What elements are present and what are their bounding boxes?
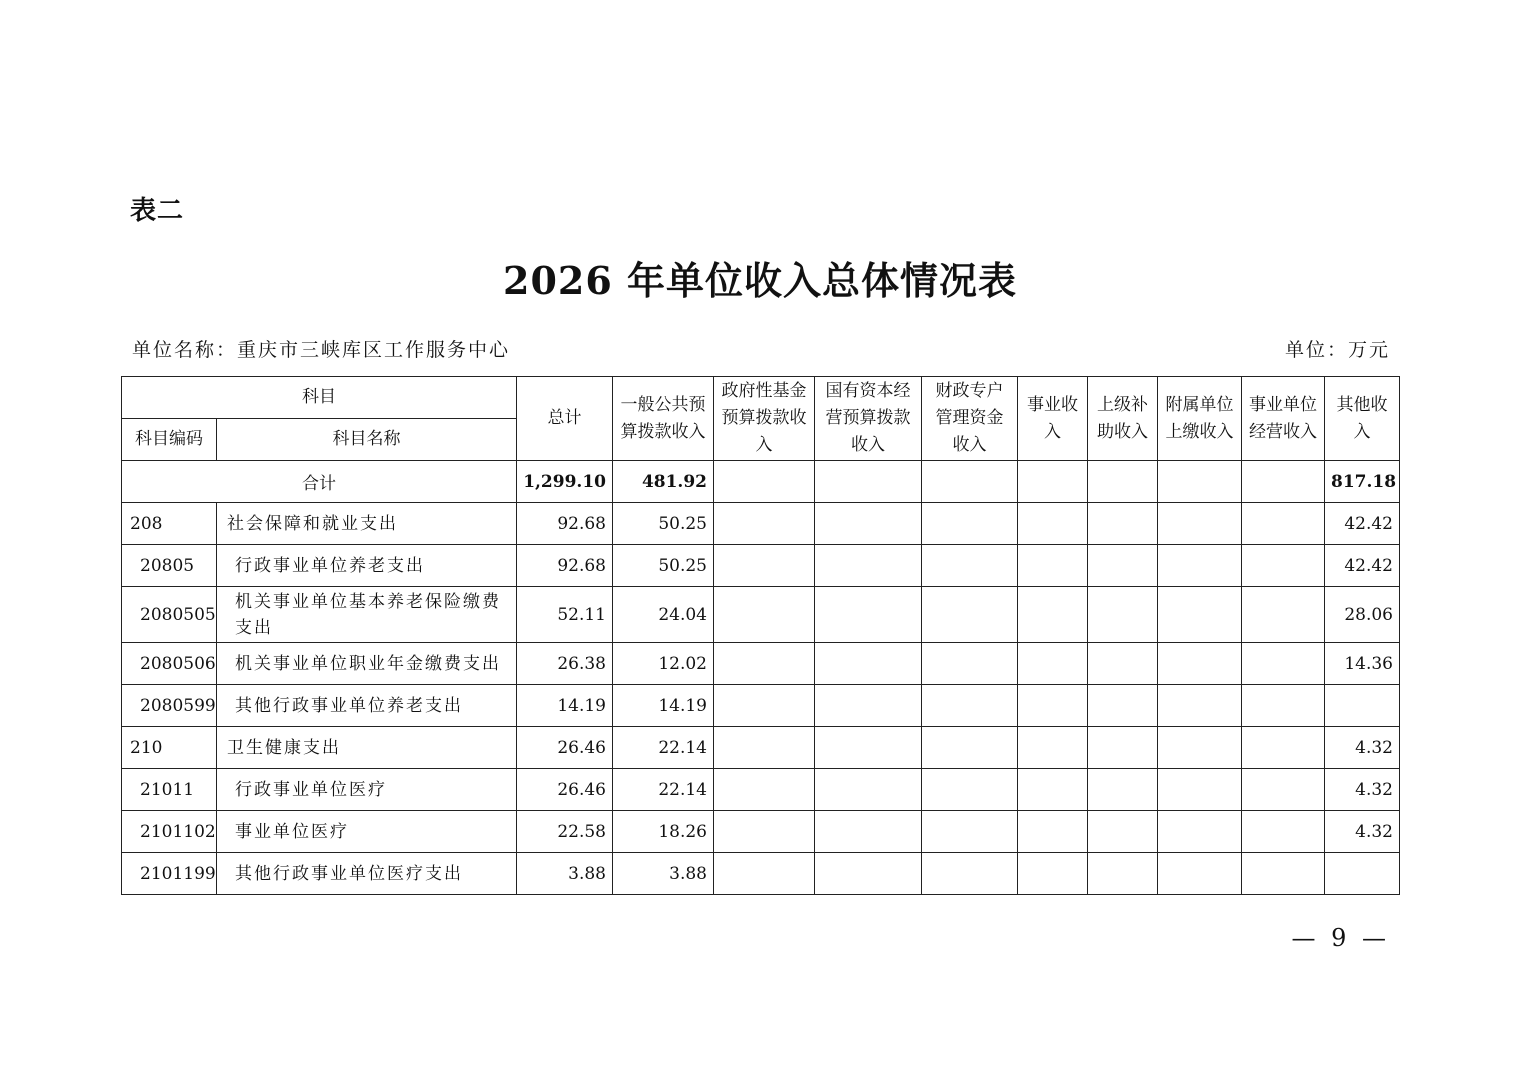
value-cell: 26.46 bbox=[517, 727, 613, 769]
value-cell bbox=[1018, 853, 1088, 895]
subject-code-cell: 208 bbox=[122, 503, 217, 545]
value-cell bbox=[714, 503, 815, 545]
value-cell bbox=[1158, 769, 1242, 811]
header-subject: 科目 bbox=[122, 377, 517, 419]
value-cell bbox=[714, 811, 815, 853]
total-cell: 817.18 bbox=[1325, 461, 1400, 503]
table-label: 表二 bbox=[130, 196, 185, 226]
total-cell: 1,299.10 bbox=[517, 461, 613, 503]
subject-code-cell: 2080506 bbox=[122, 643, 217, 685]
value-cell bbox=[922, 769, 1018, 811]
subject-name-cell: 其他行政事业单位医疗支出 bbox=[217, 853, 517, 895]
table-row bbox=[122, 769, 1400, 811]
header-subject-name: 科目名称 bbox=[217, 419, 517, 461]
value-cell bbox=[714, 769, 815, 811]
value-cell: 42.42 bbox=[1325, 545, 1400, 587]
value-cell bbox=[1158, 503, 1242, 545]
subject-name-cell: 行政事业单位医疗 bbox=[217, 769, 517, 811]
value-cell: 18.26 bbox=[613, 811, 714, 853]
subject-name-cell: 其他行政事业单位养老支出 bbox=[217, 685, 517, 727]
value-cell bbox=[1158, 853, 1242, 895]
value-cell: 22.58 bbox=[517, 811, 613, 853]
value-cell bbox=[1088, 769, 1158, 811]
total-cell bbox=[1018, 461, 1088, 503]
value-cell: 14.19 bbox=[613, 685, 714, 727]
subject-name-cell: 机关事业单位职业年金缴费支出 bbox=[217, 643, 517, 685]
table-row bbox=[122, 727, 1400, 769]
value-cell bbox=[1018, 811, 1088, 853]
value-cell: 4.32 bbox=[1325, 811, 1400, 853]
value-cell bbox=[1158, 587, 1242, 643]
value-cell bbox=[1018, 503, 1088, 545]
value-cell bbox=[815, 853, 922, 895]
value-cell: 26.38 bbox=[517, 643, 613, 685]
table-row bbox=[122, 853, 1400, 895]
value-cell bbox=[1242, 503, 1325, 545]
value-cell bbox=[1018, 587, 1088, 643]
value-cell bbox=[922, 811, 1018, 853]
page-title: 2026 年单位收入总体情况表 bbox=[503, 258, 1017, 303]
subject-name-cell: 机关事业单位基本养老保险缴费支出 bbox=[217, 587, 517, 643]
total-cell bbox=[815, 461, 922, 503]
total-cell: 481.92 bbox=[613, 461, 714, 503]
header-special-account: 财政专户管理资金收入 bbox=[922, 377, 1018, 461]
value-cell: 14.36 bbox=[1325, 643, 1400, 685]
value-cell bbox=[714, 545, 815, 587]
value-cell bbox=[922, 503, 1018, 545]
value-cell bbox=[1158, 545, 1242, 587]
value-cell: 24.04 bbox=[613, 587, 714, 643]
subject-code-cell: 2101199 bbox=[122, 853, 217, 895]
value-cell bbox=[1242, 545, 1325, 587]
subject-code-cell: 21011 bbox=[122, 769, 217, 811]
value-cell bbox=[1088, 643, 1158, 685]
header-state-capital: 国有资本经营预算拨款收入 bbox=[815, 377, 922, 461]
header-affiliated-units: 附属单位上缴收入 bbox=[1158, 377, 1242, 461]
value-cell bbox=[922, 545, 1018, 587]
header-row bbox=[122, 377, 1400, 419]
subject-name-cell: 行政事业单位养老支出 bbox=[217, 545, 517, 587]
value-cell bbox=[1088, 727, 1158, 769]
value-cell: 3.88 bbox=[517, 853, 613, 895]
value-cell bbox=[1018, 545, 1088, 587]
value-cell bbox=[1018, 643, 1088, 685]
value-cell bbox=[714, 727, 815, 769]
total-row bbox=[122, 461, 1400, 503]
header-total: 总计 bbox=[517, 377, 613, 461]
value-cell bbox=[815, 769, 922, 811]
value-cell bbox=[815, 685, 922, 727]
value-cell bbox=[1088, 587, 1158, 643]
table-row bbox=[122, 685, 1400, 727]
value-cell bbox=[1018, 727, 1088, 769]
income-table bbox=[121, 376, 1400, 895]
value-cell bbox=[1242, 685, 1325, 727]
table-row bbox=[122, 503, 1400, 545]
value-cell bbox=[1158, 727, 1242, 769]
unit-label: 单位：万元 bbox=[1284, 339, 1390, 361]
subject-code-cell: 2080599 bbox=[122, 685, 217, 727]
value-cell bbox=[815, 503, 922, 545]
subject-name-cell: 社会保障和就业支出 bbox=[217, 503, 517, 545]
value-cell bbox=[922, 727, 1018, 769]
unit-name: 单位名称：重庆市三峡库区工作服务中心 bbox=[132, 339, 511, 361]
value-cell bbox=[1088, 685, 1158, 727]
value-cell: 42.42 bbox=[1325, 503, 1400, 545]
value-cell bbox=[1325, 685, 1400, 727]
value-cell bbox=[922, 685, 1018, 727]
table-row bbox=[122, 643, 1400, 685]
value-cell: 52.11 bbox=[517, 587, 613, 643]
value-cell bbox=[714, 643, 815, 685]
value-cell: 26.46 bbox=[517, 769, 613, 811]
value-cell bbox=[922, 643, 1018, 685]
value-cell: 4.32 bbox=[1325, 769, 1400, 811]
table-row bbox=[122, 587, 1400, 643]
value-cell bbox=[1325, 853, 1400, 895]
total-cell bbox=[1088, 461, 1158, 503]
table-row bbox=[122, 545, 1400, 587]
total-cell bbox=[1158, 461, 1242, 503]
header-superior-subsidy: 上级补助收入 bbox=[1088, 377, 1158, 461]
value-cell: 22.14 bbox=[613, 769, 714, 811]
subject-code-cell: 20805 bbox=[122, 545, 217, 587]
subject-name-cell: 卫生健康支出 bbox=[217, 727, 517, 769]
value-cell bbox=[815, 545, 922, 587]
subject-code-cell: 2080505 bbox=[122, 587, 217, 643]
value-cell bbox=[1088, 853, 1158, 895]
value-cell: 92.68 bbox=[517, 545, 613, 587]
value-cell bbox=[1242, 643, 1325, 685]
value-cell bbox=[1242, 727, 1325, 769]
page-number: — 9 — bbox=[1291, 924, 1390, 952]
total-cell bbox=[1242, 461, 1325, 503]
total-cell bbox=[922, 461, 1018, 503]
value-cell: 50.25 bbox=[613, 545, 714, 587]
value-cell: 28.06 bbox=[1325, 587, 1400, 643]
value-cell bbox=[815, 727, 922, 769]
total-label: 合计 bbox=[122, 461, 517, 503]
value-cell: 92.68 bbox=[517, 503, 613, 545]
value-cell bbox=[1242, 769, 1325, 811]
subject-name-cell: 事业单位医疗 bbox=[217, 811, 517, 853]
value-cell bbox=[1242, 587, 1325, 643]
value-cell bbox=[815, 811, 922, 853]
value-cell bbox=[1158, 643, 1242, 685]
header-general-budget: 一般公共预算拨款收入 bbox=[613, 377, 714, 461]
header-business-operation: 事业单位经营收入 bbox=[1242, 377, 1325, 461]
value-cell bbox=[1158, 685, 1242, 727]
total-cell bbox=[714, 461, 815, 503]
value-cell bbox=[1088, 503, 1158, 545]
value-cell bbox=[922, 587, 1018, 643]
header-gov-fund: 政府性基金预算拨款收入 bbox=[714, 377, 815, 461]
value-cell bbox=[1242, 853, 1325, 895]
header-business-income: 事业收入 bbox=[1018, 377, 1088, 461]
value-cell bbox=[1158, 811, 1242, 853]
value-cell bbox=[1242, 811, 1325, 853]
subject-code-cell: 2101102 bbox=[122, 811, 217, 853]
value-cell bbox=[714, 587, 815, 643]
value-cell bbox=[714, 853, 815, 895]
value-cell bbox=[1018, 769, 1088, 811]
value-cell: 22.14 bbox=[613, 727, 714, 769]
value-cell bbox=[815, 643, 922, 685]
value-cell: 4.32 bbox=[1325, 727, 1400, 769]
value-cell bbox=[922, 853, 1018, 895]
value-cell: 50.25 bbox=[613, 503, 714, 545]
value-cell: 14.19 bbox=[517, 685, 613, 727]
value-cell bbox=[714, 685, 815, 727]
value-cell: 12.02 bbox=[613, 643, 714, 685]
value-cell bbox=[1018, 685, 1088, 727]
value-cell bbox=[1088, 545, 1158, 587]
table-row bbox=[122, 811, 1400, 853]
header-other-income: 其他收入 bbox=[1325, 377, 1400, 461]
header-subject-code: 科目编码 bbox=[122, 419, 217, 461]
value-cell bbox=[1088, 811, 1158, 853]
value-cell bbox=[815, 587, 922, 643]
value-cell: 3.88 bbox=[613, 853, 714, 895]
subject-code-cell: 210 bbox=[122, 727, 217, 769]
